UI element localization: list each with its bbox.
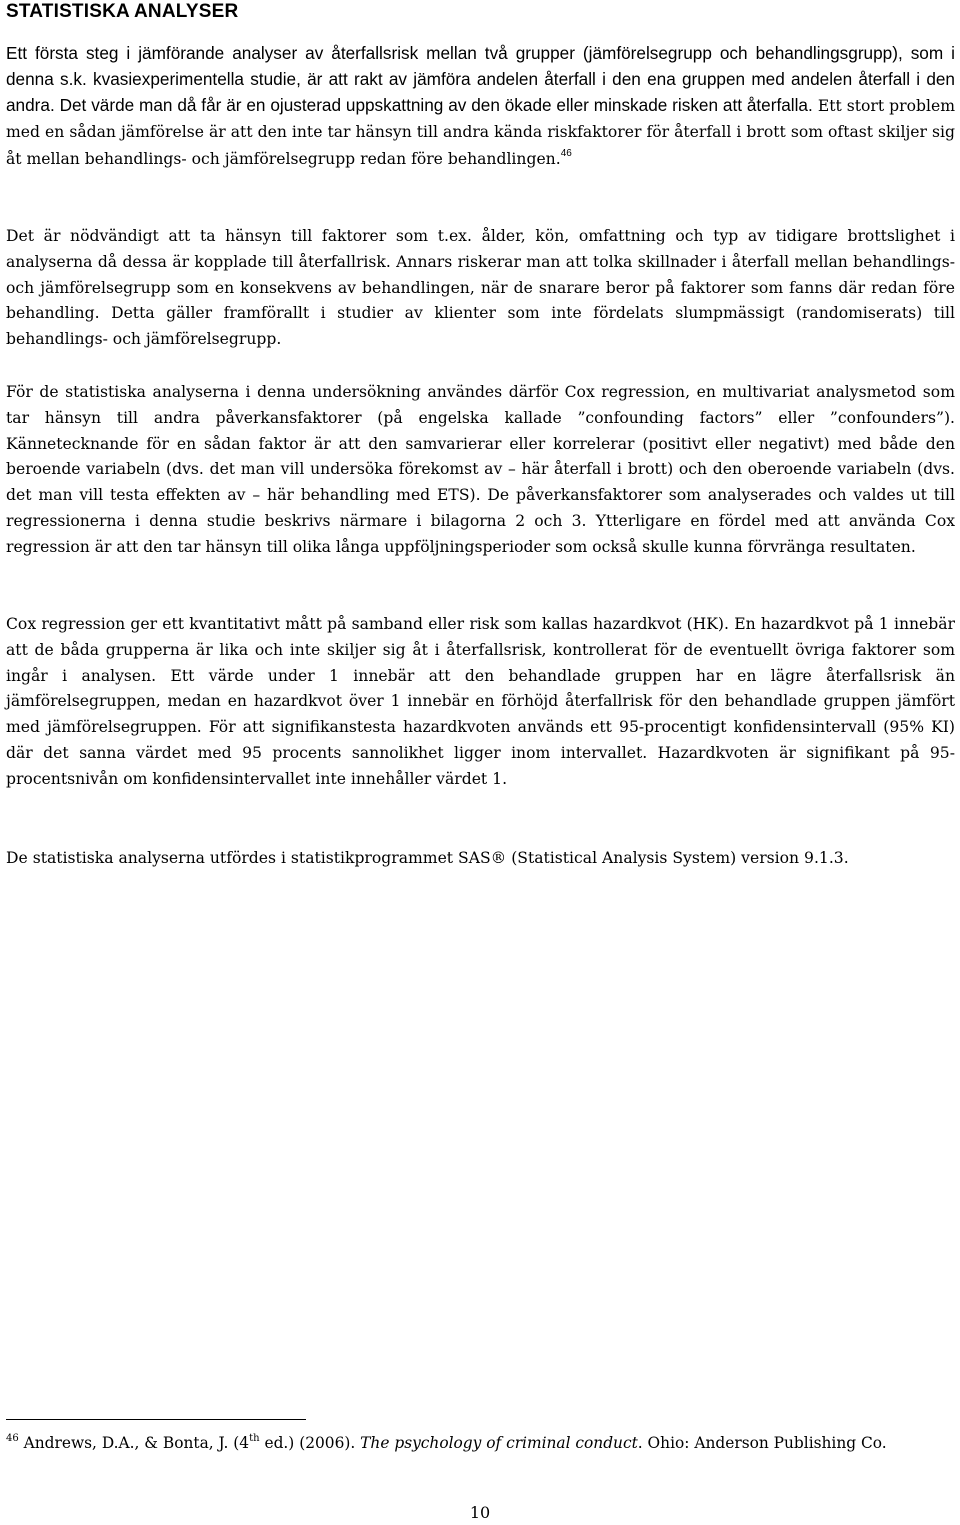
footnote-divider [6, 1419, 306, 1420]
paragraph-intro-serif-run: Ett stort problem med en sådan jämförelse är att den inte tar hänsyn till andra kända riskfaktorer för återfall i brott som oftast skiljer sig åt mellan behandlings- och jämförelsegrupp redan före behandlingen. [6, 96, 955, 169]
footnote-edition: ed.) (2006). [259, 1434, 361, 1452]
footnote-number: 46 [6, 1432, 19, 1444]
paragraph-cox-regression: För de statistiska analyserna i denna undersökning användes därför Cox regression, en multivariat analysmetod som tar hänsyn till andra påverkansfaktorer (på engelska kallade ”confounding factors” eller ”confounders”). Kännetecknande för en sådan faktor är att den samvarierar eller korrelerar (positivt eller negativt) med både den beroende variabeln (dvs. det man vill undersöka förekomst av – här återfall i brott) och den oberoende variabeln (dvs. det man vill testa effekten av – här behandling med ETS). De påverkansfaktorer som analyserades och valdes ut till regressionerna i denna studie beskrivs närmare i bilagorna 2 och 3. Ytterligare en fördel med att använda Cox regression är att den tar hänsyn till olika långa uppföljningsperioder som också skulle kunna förvränga resultaten. [6, 383, 955, 556]
page-number: 10 [469, 1503, 491, 1522]
paragraph-sas: De statistiska analyserna utfördes i statistikprogrammet SAS® (Statistical Analysis System) version 9.1.3. [6, 849, 849, 867]
footnote-reference[interactable]: 46 [560, 148, 572, 160]
page-title: STATISTISKA ANALYSER [6, 1, 239, 22]
footnote-authors: Andrews, D.A., & Bonta, J. (4 [18, 1434, 250, 1452]
footnote-edition-suffix: th [249, 1432, 260, 1444]
footnote [6, 1431, 887, 1455]
footnote-book-title: The psychology of criminal conduct [360, 1434, 638, 1452]
paragraph-hazard-ratio: Cox regression ger ett kvantitativt mått på samband eller risk som kallas hazardkvot (HK). En hazardkvot på 1 innebär att de båda grupperna är lika och inte skiljer sig åt i återfallsrisk, kontrollerat för de eventuellt övriga faktorer som ingår i analysen. Ett värde under 1 innebär att den behandlade gruppen har en lägre återfallsrisk än jämförelsegruppen, medan en hazardkvot över 1 innebär en förhöjd återfallrisk för den behandlade gruppen jämfört med jämförelsegruppen. För att signifikanstesta hazardkvoten används ett 95-procentigt konfidensintervall (95% KI) där det sanna värdet med 95 procents sannolikhet ligger inom intervallet. Hazardkvoten är signifikant på 95-procentsnivån om konfidensintervallet inte innehåller värdet 1. [6, 615, 955, 788]
paragraph-risk-factors: Det är nödvändigt att ta hänsyn till faktorer som t.ex. ålder, kön, omfattning och typ av tidigare brottslighet i analyserna då dessa är kopplade till återfallrisk. Annars riskerar man att tolka skillnader i återfall mellan behandlings- och jämförelsegrupp som en konsekvens av behandlingen, när de snarare beror på faktorer som fanns där redan före behandling. Detta gäller framförallt i studier av klienter som inte fördelats slumpmässigt (randomiserats) till behandlings- och jämförelsegrupp. [6, 227, 955, 349]
paragraph-intro-sans-run: Ett första steg i jämförande analyser av återfallsrisk mellan två grupper (jämförelsegrupp och behandlingsgrupp), som i denna s.k. kvasiexperimentella studie, är att rakt av jämföra andelen återfall i den ena gruppen med andelen återfall i den andra. Det värde man då får är en ojusterad uppskattning av den ökade eller minskade risken att återfalla. [6, 43, 955, 115]
footnote-publisher: . Ohio: Anderson Publishing Co. [637, 1434, 887, 1452]
paragraph-intro [6, 41, 955, 173]
